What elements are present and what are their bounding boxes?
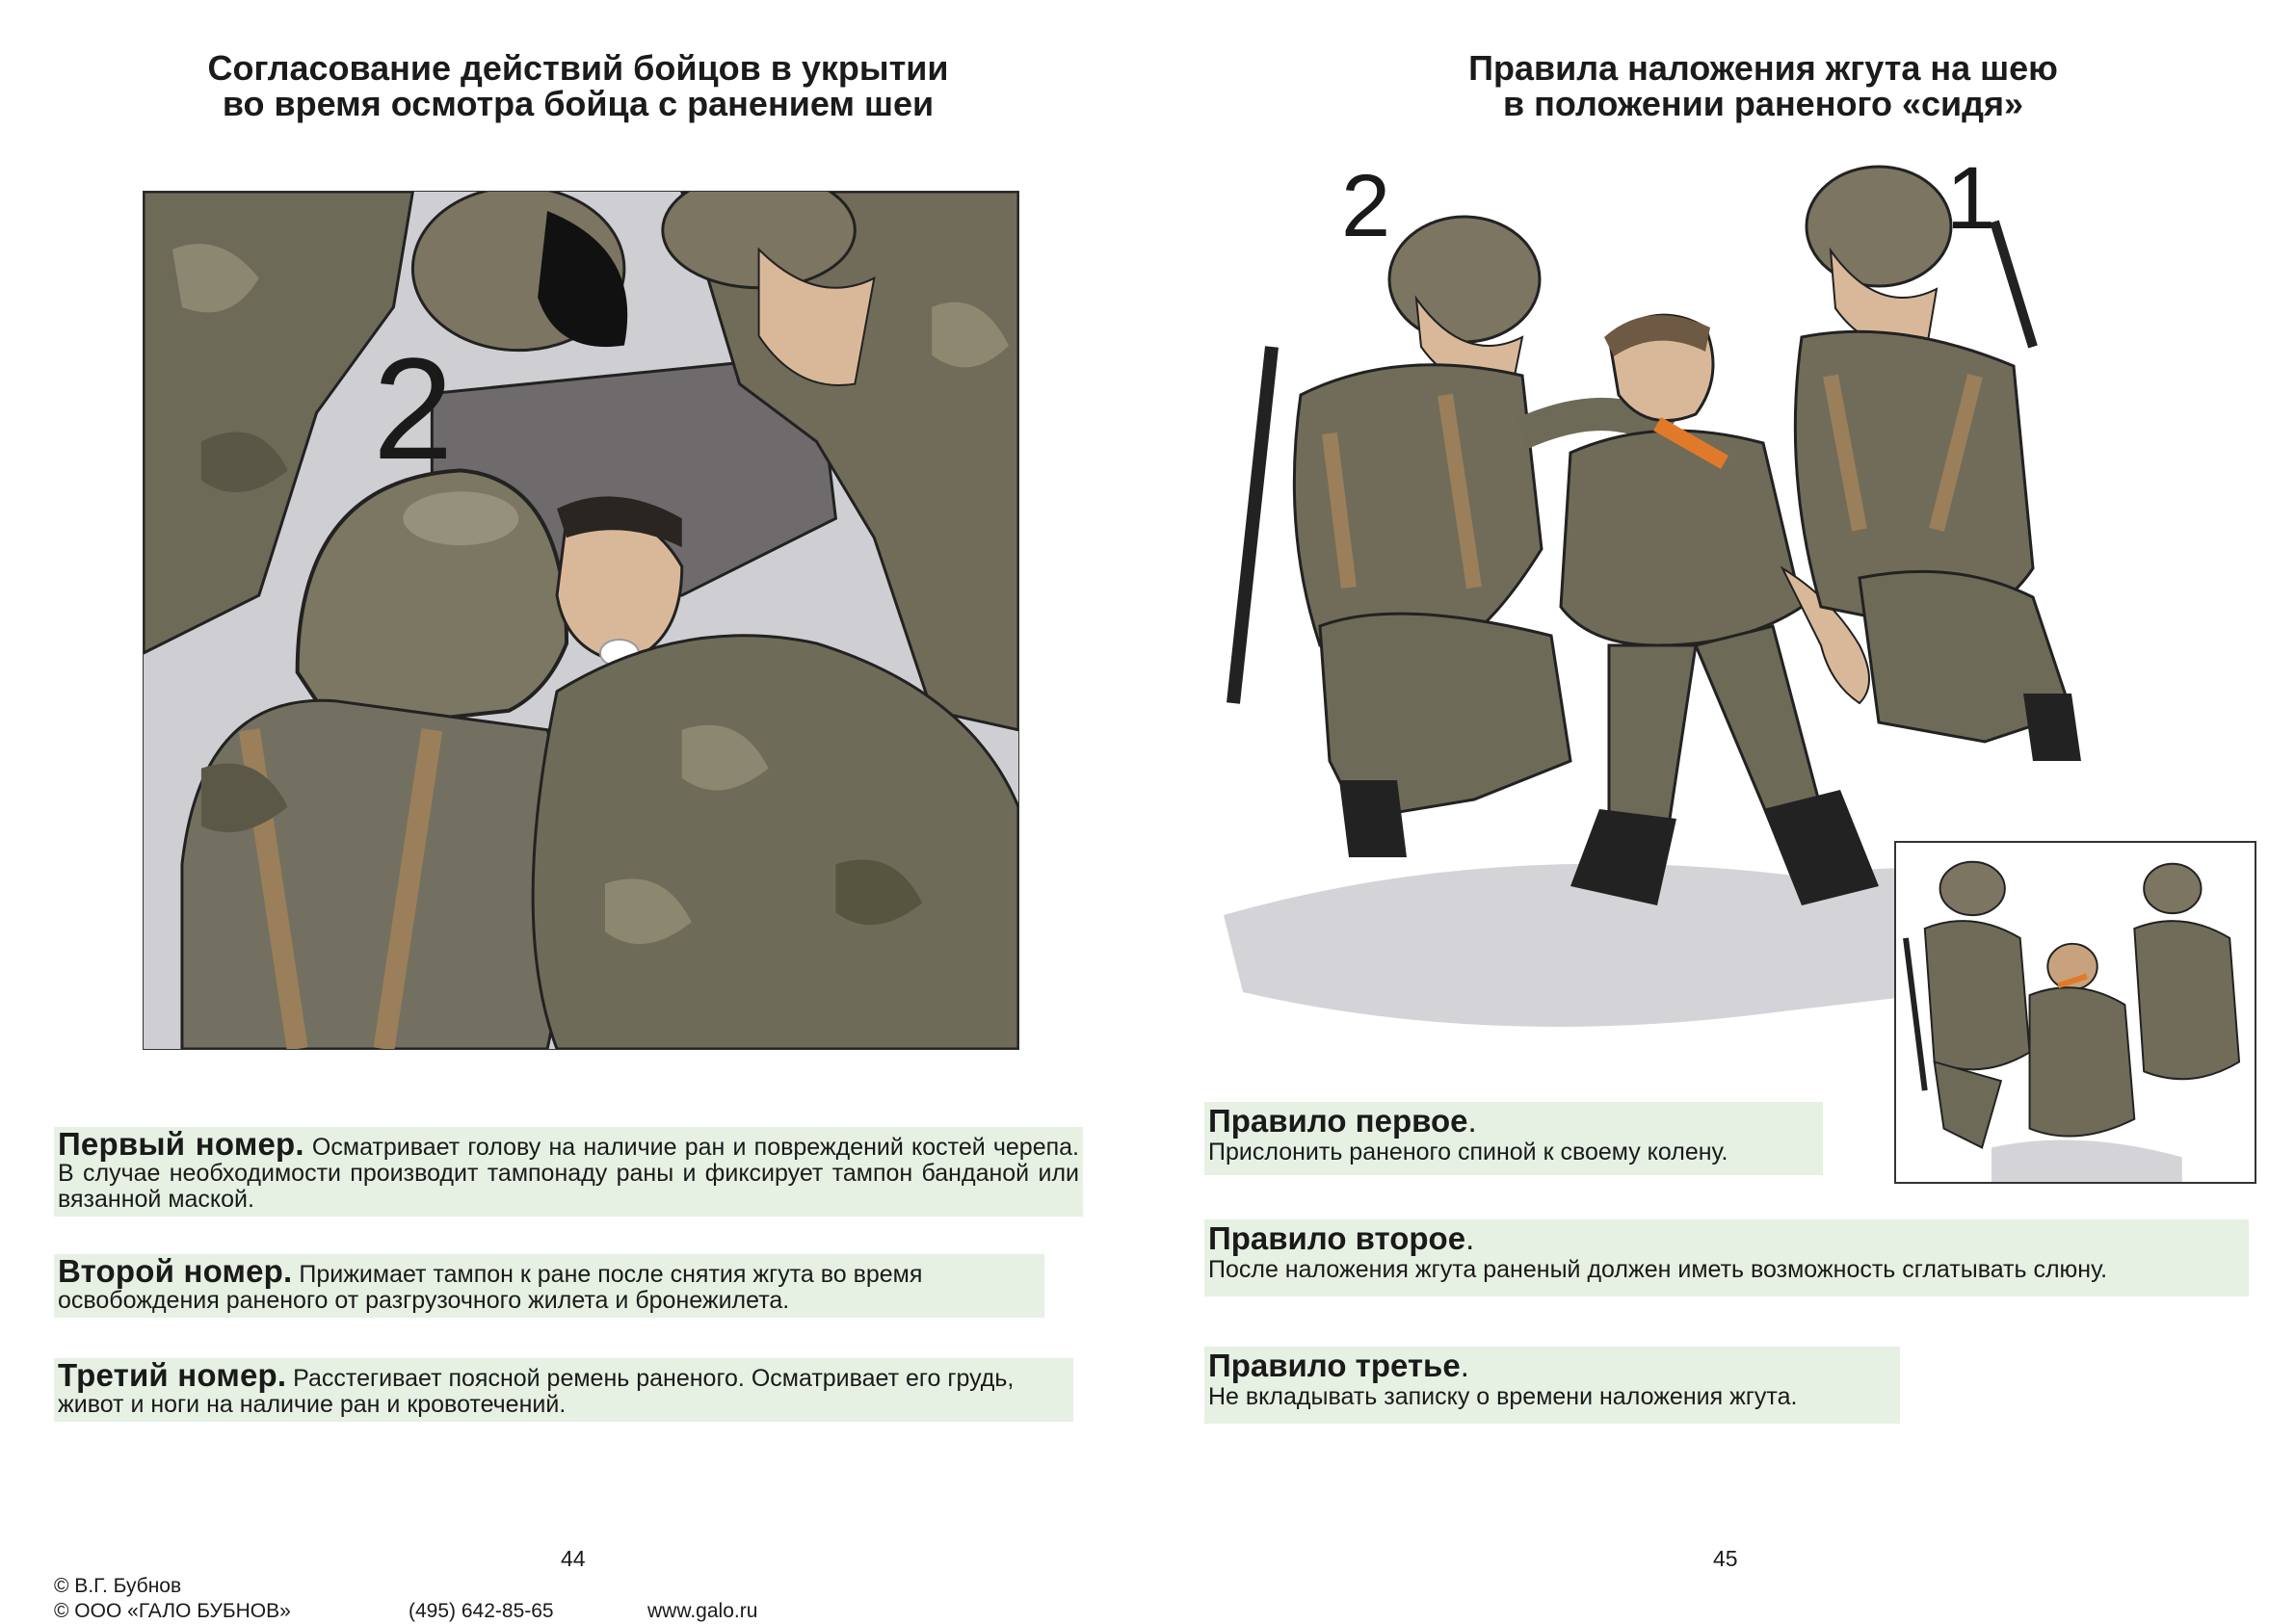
rule-three-heading: Правило третье [1208,1348,1461,1383]
rule-one-dot: . [1467,1103,1477,1139]
first-number-block [54,1127,1083,1217]
left-illustration-soldiers-in-cover [143,191,1019,1050]
second-number-text: Прижимает тампон к ране после снятия жгута во время освобождения раненого от разгрузочного жилета и бронежилета. [58,1261,923,1314]
soldier-label-2: 2 [1341,157,1391,255]
second-number-heading: Второй номер. [58,1253,293,1289]
left-page-title [58,50,1098,121]
right-title-line-2: в положении раненого «сидя» [1502,84,2024,123]
rule-two-dot: . [1465,1220,1475,1256]
rule-one-block [1204,1102,1823,1175]
rule-three-block [1204,1347,1900,1424]
right-page-title [1291,50,2235,121]
rule-two-heading: Правило второе [1208,1220,1466,1256]
left-title-line-1: Согласование действий бойцов в укрытии [207,48,949,88]
third-number-text: Расстегивает поясной ремень раненого. Осматривает его грудь, живот и ноги на наличие ран и кровотечений. [58,1365,1015,1418]
rule-one-text: Прислонить раненого спиной к своему колену. [1208,1139,1728,1166]
rule-three-text: Не вкладывать записку о времени наложения жгута. [1208,1383,1798,1410]
inset-illustration-back-view [1894,841,2256,1184]
rule-three-dot: . [1460,1348,1469,1383]
footer-author: © В.Г. Бубнов [54,1575,182,1597]
footer-website-link[interactable]: www.galo.ru [647,1600,758,1622]
rule-two-block [1204,1219,2249,1297]
left-title-line-2: во время осмотра бойца с ранением шеи [222,84,935,123]
rule-two-text: После наложения жгута раненый должен иметь возможность сглатывать слюну. [1208,1256,2108,1283]
footer-phone: (495) 642-85-65 [409,1600,554,1622]
helmet-number-label: 2 [373,327,454,489]
right-title-line-1: Правила наложения жгута на шею [1468,48,2058,88]
third-number-block [54,1358,1073,1422]
first-number-text: Осматривает голову на наличие ран и повреждений костей черепа. В случае необходимости производит тампонаду раны и фиксирует тампон банданой или вязанной маской. [58,1134,1080,1213]
rule-one-heading: Правило первое [1208,1103,1468,1139]
second-number-block [54,1254,1044,1318]
soldier-label-1: 1 [1946,149,1996,248]
first-number-heading: Первый номер. [58,1126,304,1162]
footer-company: © ООО «ГАЛО БУБНОВ» [54,1600,291,1622]
page-number-left: 44 [561,1546,586,1571]
third-number-heading: Третий номер. [58,1357,287,1393]
page-number-right: 45 [1713,1546,1738,1571]
